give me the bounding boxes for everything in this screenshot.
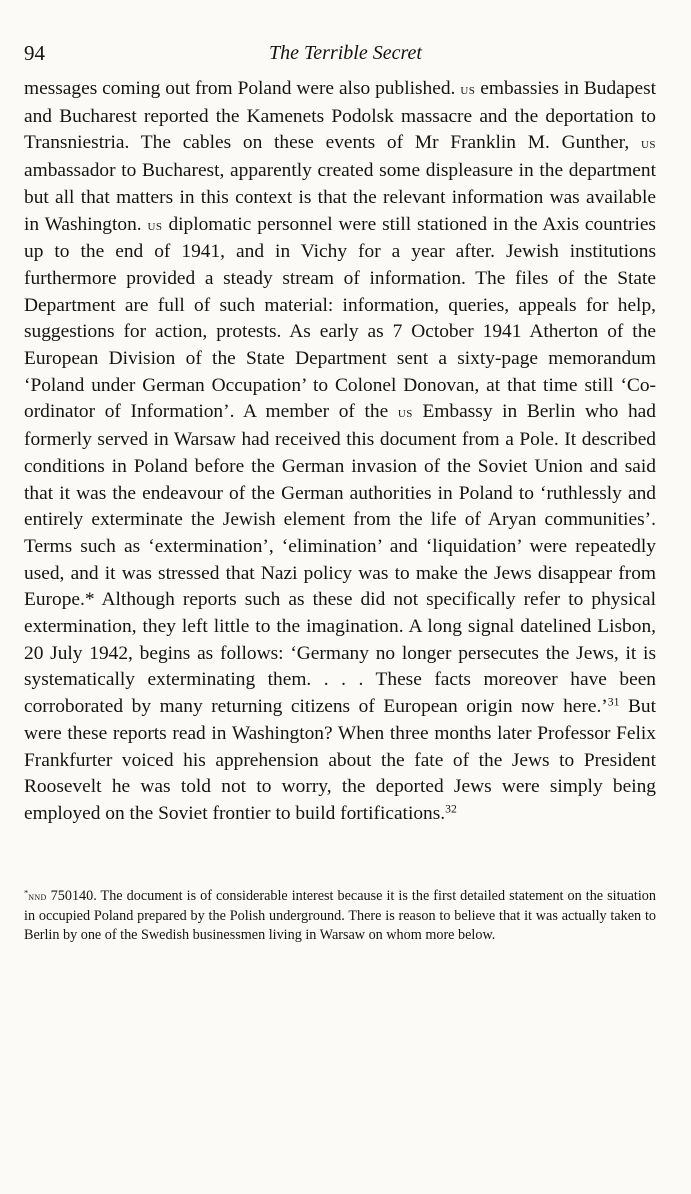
us-abbrev: us [460, 81, 476, 98]
body-paragraph [24, 76, 656, 828]
body-segment-5: Embassy in Berlin who had formerly served in Warsaw had received this document from a Pole. It described conditions in Poland before the German invasion of the Soviet Union and said that it was the endeavour of the German authorities in Poland to ‘ruthlessly and entirely exterminate the Jewish element from the life of Aryan communities’. Terms such as ‘extermination’, ‘elimination’ and ‘liquidation’ were repeatedly used, and it was stressed that Nazi policy was to make the Jews disappear from Europe.* [24, 401, 656, 611]
footnote-marker: * [24, 887, 29, 898]
body-segment-4: diplomatic personnel were still stationed in the Axis countries up to the end of 1941, and in Vichy for a year after. Jewish institutions furthermore provided a steady stream of information. The files of the State Department are full of such material: information, queries, appeals for help, suggestions for action, protests. As early as 7 October 1941 Atherton of the European Division of the State Department sent a sixty-page memorandum ‘Poland under German Occupation’ to Colonel Donovan, at that time still ‘Co-ordinator of Information’. A member of the [24, 213, 656, 423]
us-abbrev: us [147, 216, 163, 234]
footnote-ref-32: 32 [445, 802, 457, 816]
us-abbrev: us [640, 135, 656, 153]
body-segment-6: Although reports such as these did not specifically refer to physical extermination, they left little to the imagination. A long signal datelined Lisbon, 20 July 1942, begins as follows: ‘Germany no longer persecutes the Jews, it is systematically exterminating them. . . . These facts moreover have been corroborated by many returning citizens of European origin now here.’ [24, 589, 657, 718]
body-text [24, 76, 656, 828]
footnote-text: 750140. The document is of considerable interest because it is the first detailed statement on the situation in occupied Poland prepared by the Polish underground. There is reason to believe that it was actually taken to Berlin by one of the Swedish businessmen living in Warsaw on whom more below. [24, 888, 656, 943]
footnote-ref-31: 31 [607, 695, 620, 709]
running-head: The Terrible Secret [269, 42, 422, 64]
body-segment-1: messages coming out from Poland were also published. [24, 78, 456, 99]
body-segment-2: embassies in Budapest and Bucharest reported the Kamenets Podolsk massacre and the deportation to Transniestria. The cables on these events of Mr Franklin M. Gunther, [24, 78, 657, 154]
page-header [24, 38, 667, 72]
page-number: 94 [24, 41, 45, 65]
footnote-paragraph [24, 887, 656, 944]
us-abbrev: us [397, 404, 413, 422]
footnote [24, 887, 656, 944]
body-segment-3: ambassador to Bucharest, apparently created some displeasure in the department but all that matters in this context is that the relevant information was available in Washington. [24, 160, 656, 235]
body-segment-7: But were these reports read in Washington? When three months later Professor Felix Frankfurter voiced his apprehension about the fate of the Jews to President Roosevelt he was told not to worry, the deported Jews were simply being employed on the Soviet frontier to build fortifications. [24, 696, 656, 824]
footnote-source: nnd [28, 891, 47, 903]
